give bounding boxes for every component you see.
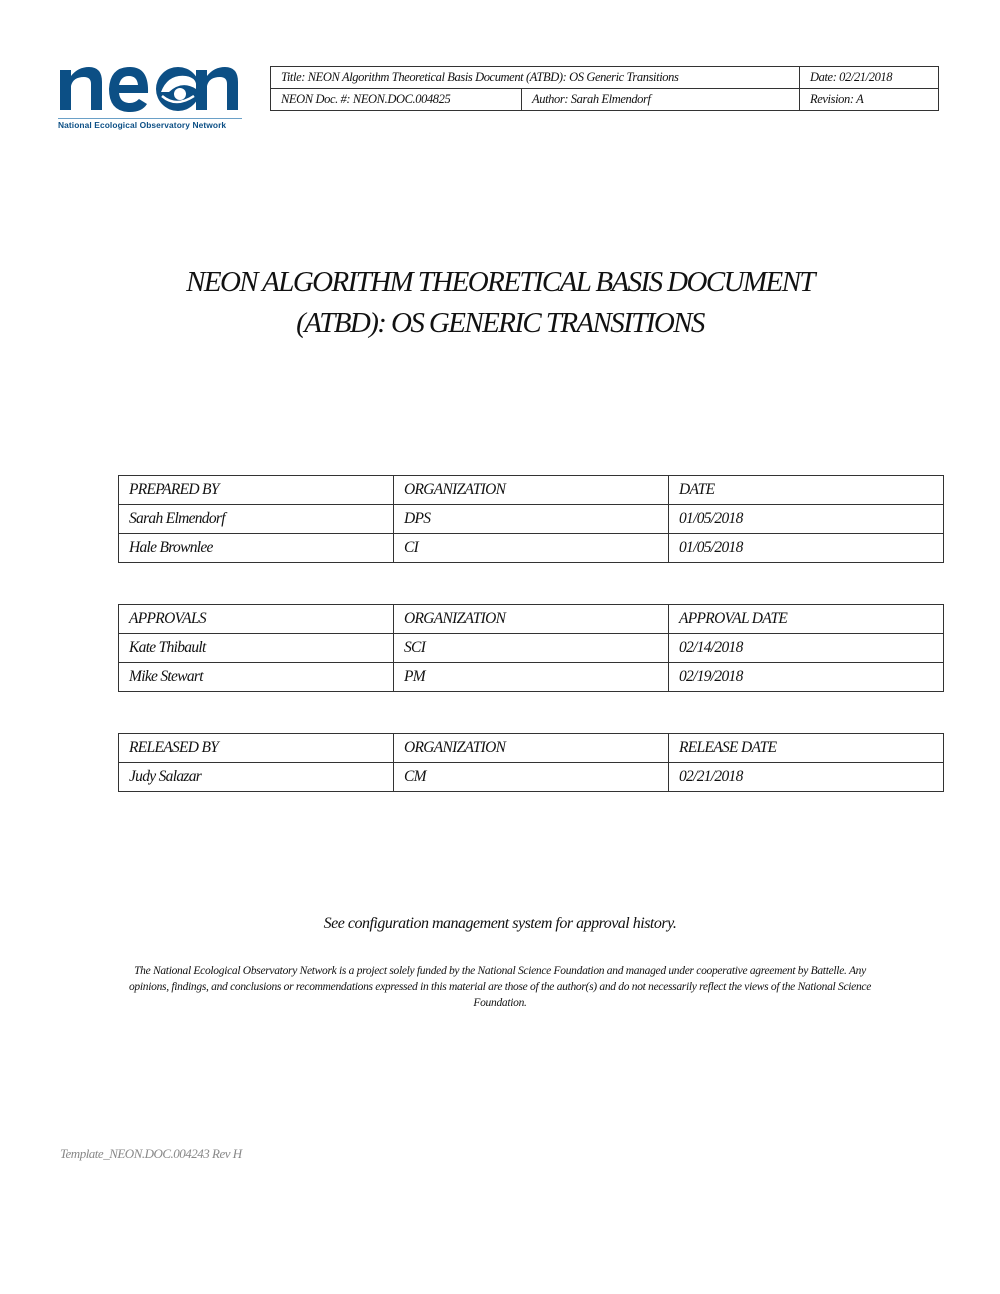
configuration-note: See configuration management system for approval history. (323, 915, 677, 932)
header-row-meta (271, 89, 939, 111)
name-cell: Sarah Elmendorf (119, 505, 394, 534)
logo-subtitle: National Ecological Observatory Network (58, 118, 242, 130)
date-cell: 01/05/2018 (669, 505, 944, 534)
header-row-title (271, 67, 939, 89)
document-title-line-1: NEON ALGORITHM THEORETICAL BASIS DOCUMENT (186, 266, 814, 298)
column-header: APPROVAL DATE (669, 605, 944, 634)
organization-cell: CM (394, 763, 669, 792)
column-header: ORGANIZATION (394, 476, 669, 505)
table-row (119, 763, 944, 792)
name-cell: Mike Stewart (119, 663, 394, 692)
neon-wordmark-graphic (56, 56, 242, 116)
table-header-row (119, 734, 944, 763)
column-header: RELEASED BY (119, 734, 394, 763)
header-doc-number: NEON Doc. #: NEON.DOC.004825 (271, 89, 522, 111)
date-cell: 02/21/2018 (669, 763, 944, 792)
approvals-table (118, 604, 944, 692)
funding-disclaimer: The National Ecological Observatory Network is a project solely funded by the National Science Foundation and managed under cooperative agreement by Battelle. Any opinions, findings, and conclusions or recommendations expressed in this material are those of the author(s) and do not necessarily reflect the views of the National Science Foundation. (128, 965, 872, 1009)
table-header-row (119, 476, 944, 505)
table-row (119, 505, 944, 534)
name-cell: Judy Salazar (119, 763, 394, 792)
header-title: Title: NEON Algorithm Theoretical Basis Document (ATBD): OS Generic Transitions (271, 67, 800, 89)
document-title-line-2: (ATBD): OS GENERIC TRANSITIONS (296, 307, 704, 339)
table-row (119, 634, 944, 663)
table-row (119, 663, 944, 692)
organization-cell: SCI (394, 634, 669, 663)
column-header: ORGANIZATION (394, 605, 669, 634)
document-title (0, 262, 1000, 344)
date-cell: 02/19/2018 (669, 663, 944, 692)
header-revision: Revision: A (800, 89, 939, 111)
date-cell: 02/14/2018 (669, 634, 944, 663)
organization-cell: DPS (394, 505, 669, 534)
column-header: PREPARED BY (119, 476, 394, 505)
date-cell: 01/05/2018 (669, 534, 944, 563)
table-header-row (119, 605, 944, 634)
organization-cell: CI (394, 534, 669, 563)
organization-cell: PM (394, 663, 669, 692)
name-cell: Kate Thibault (119, 634, 394, 663)
document-header-table (270, 66, 939, 111)
table-row (119, 534, 944, 563)
prepared-by-table (118, 475, 944, 563)
column-header: RELEASE DATE (669, 734, 944, 763)
column-header: APPROVALS (119, 605, 394, 634)
column-header: ORGANIZATION (394, 734, 669, 763)
template-identifier: Template_NEON.DOC.004243 Rev H (60, 1146, 242, 1161)
column-header: DATE (669, 476, 944, 505)
name-cell: Hale Brownlee (119, 534, 394, 563)
released-by-table (118, 733, 944, 792)
header-author: Author: Sarah Elmendorf (522, 89, 800, 111)
header-date: Date: 02/21/2018 (800, 67, 939, 89)
neon-logo (56, 56, 242, 132)
